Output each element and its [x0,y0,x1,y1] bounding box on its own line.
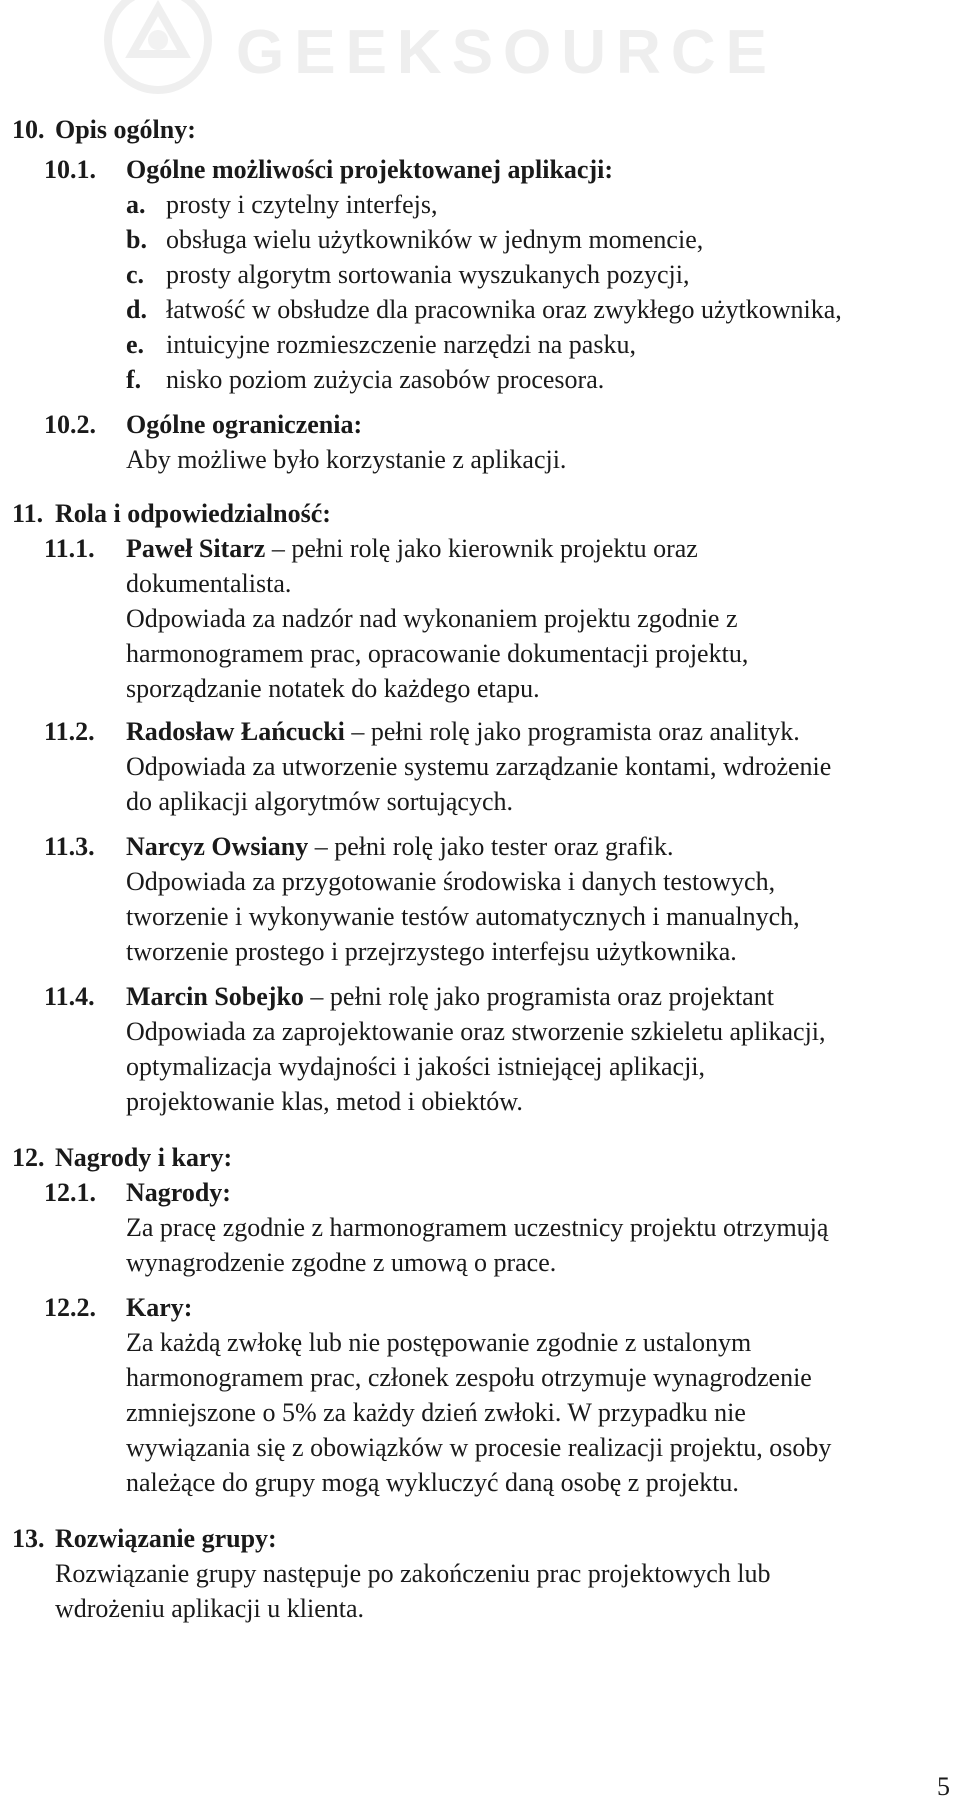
section-11-2-number: 11.2. [44,717,95,746]
paragraph-line: Odpowiada za utworzenie systemu zarządzanie kontami, wdrożenie [126,752,832,781]
paragraph-line: wywiązania się z obowiązków w procesie realizacji projektu, osoby [126,1433,832,1462]
person-role: – pełni rolę jako tester oraz grafik. [308,832,674,861]
section-12-number: 12. [12,1143,45,1172]
paragraph-line: tworzenie i wykonywanie testów automatycznych i manualnych, [126,902,800,931]
list-item-text: intuicyjne rozmieszczenie narzędzi na pasku, [166,330,636,359]
person-role: – pełni rolę jako kierownik projektu oraz [265,534,698,563]
list-item-letter: c. [126,260,145,289]
person-name: Marcin Sobejko [126,982,304,1011]
list-item-letter: d. [126,295,147,324]
section-12-title: Nagrody i kary: [55,1143,233,1172]
paragraph-line: Za pracę zgodnie z harmonogramem uczestnicy projektu otrzymują [126,1213,829,1242]
person-name: Radosław Łańcucki [126,717,345,746]
person-name: Narcyz Owsiany [126,832,309,861]
list-item-text: łatwość w obsłudze dla pracownika oraz zwykłego użytkownika, [166,295,842,324]
paragraph-line: do aplikacji algorytmów sortujących. [126,787,514,816]
section-11-title: Rola i odpowiedzialność: [55,499,331,528]
list-item-letter: f. [126,365,142,394]
paragraph-line: Odpowiada za przygotowanie środowiska i danych testowych, [126,867,776,896]
person-heading [126,979,774,1014]
paragraph-line: Za każdą zwłokę lub nie postępowanie zgodnie z ustalonym [126,1328,752,1357]
section-12-1-number: 12.1. [44,1178,96,1207]
section-10-1-number: 10.1. [44,155,96,184]
section-11-number: 11. [12,499,44,528]
list-item-letter: e. [126,330,145,359]
page-number: 5 [937,1772,950,1801]
paragraph-line: projektowanie klas, metod i obiektów. [126,1087,523,1116]
paragraph-line: Odpowiada za nadzór nad wykonaniem projektu zgodnie z [126,604,738,633]
paragraph-line: wdrożeniu aplikacji u klienta. [55,1594,365,1623]
section-10-number: 10. [12,115,45,144]
section-11-4-number: 11.4. [44,982,95,1011]
watermark [98,0,798,110]
paragraph-line: należące do grupy mogą wykluczyć daną osobę z projektu. [126,1468,739,1497]
section-13-number: 13. [12,1524,45,1553]
paragraph-line: harmonogramem prac, opracowanie dokumentacji projektu, [126,639,749,668]
paragraph-line: sporządzanie notatek do każdego etapu. [126,674,540,703]
person-name: Paweł Sitarz [126,534,266,563]
list-item-text: obsługa wielu użytkowników w jednym momencie, [166,225,704,254]
list-item-letter: a. [126,190,146,219]
section-10-title: Opis ogólny: [55,115,196,144]
paragraph-line: tworzenie prostego i przejrzystego interfejsu użytkownika. [126,937,737,966]
paragraph-line: Aby możliwe było korzystanie z aplikacji. [126,445,567,474]
paragraph-line: zmniejszone o 5% za każdy dzień zwłoki. W przypadku nie [126,1398,746,1427]
paragraph-line: dokumentalista. [126,569,292,598]
section-12-1-title: Nagrody: [126,1178,231,1207]
section-11-1-number: 11.1. [44,534,95,563]
list-item-text: nisko poziom zużycia zasobów procesora. [166,365,605,394]
section-11-3-number: 11.3. [44,832,95,861]
paragraph-line: Rozwiązanie grupy następuje po zakończeniu prac projektowych lub [55,1559,771,1588]
person-heading [126,531,698,566]
section-10-2-title: Ogólne ograniczenia: [126,410,363,439]
watermark-text: GEEKSOURCE [236,18,777,87]
person-role: – pełni rolę jako programista oraz analityk. [344,717,800,746]
section-13-title: Rozwiązanie grupy: [55,1524,277,1553]
section-10-2-number: 10.2. [44,410,96,439]
person-role: – pełni rolę jako programista oraz projektant [303,982,774,1011]
list-item-text: prosty algorytm sortowania wyszukanych pozycji, [166,260,690,289]
paragraph-line: optymalizacja wydajności i jakości istniejącej aplikacji, [126,1052,706,1081]
person-heading [126,829,674,864]
list-item-letter: b. [126,225,147,254]
list-item-text: prosty i czytelny interfejs, [166,190,438,219]
person-heading [126,714,800,749]
section-12-2-number: 12.2. [44,1293,96,1322]
section-10-1-title: Ogólne możliwości projektowanej aplikacji: [126,155,613,184]
section-12-2-title: Kary: [126,1293,193,1322]
paragraph-line: wynagrodzenie zgodne z umową o prace. [126,1248,557,1277]
paragraph-line: harmonogramem prac, członek zespołu otrzymuje wynagrodzenie [126,1363,812,1392]
geeksource-logo-icon [98,0,218,98]
paragraph-line: Odpowiada za zaprojektowanie oraz stworzenie szkieletu aplikacji, [126,1017,826,1046]
